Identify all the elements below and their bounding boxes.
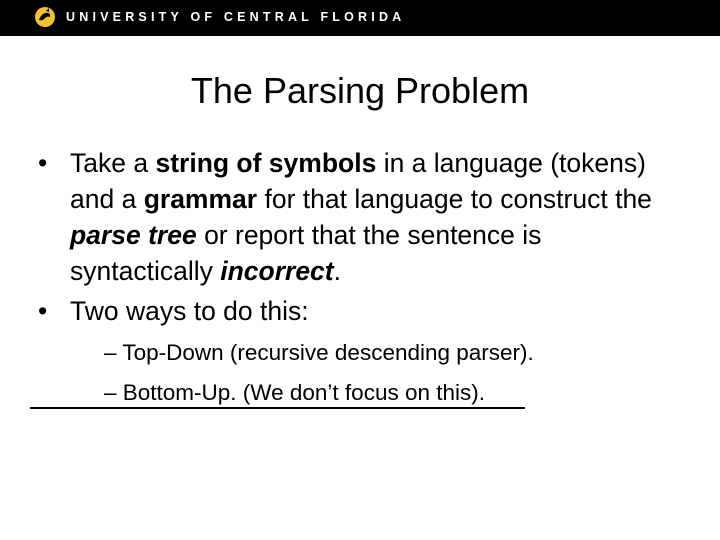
bullet-emphasis-text: parse tree: [70, 220, 197, 250]
slide-title: The Parsing Problem: [190, 70, 530, 111]
bullet-bold-text: grammar: [143, 184, 258, 214]
pegasus-logo-icon: [34, 6, 56, 28]
bullet-dot: •: [38, 296, 48, 326]
bullet-item-2: [30, 293, 690, 329]
bullet-text: .: [333, 256, 341, 286]
bullet-text: in a language (tokens) and a: [70, 148, 646, 214]
bullet-text: for that language to construct the: [257, 184, 652, 214]
strikethrough-line: [30, 407, 525, 409]
header-bar: [0, 0, 720, 36]
bullet-list: [30, 145, 690, 413]
sub-bullet-top-down: – Top-Down (recursive descending parser).: [104, 340, 534, 365]
bullet-emphasis-text: incorrect: [220, 256, 334, 286]
bullet-dot: •: [38, 148, 48, 178]
bullet-text: Two ways to do this:: [70, 296, 309, 326]
bullet-text: or report that the sentence is syntactically: [70, 220, 542, 286]
bullet-bold-text: string of symbols: [155, 148, 377, 178]
university-name: UNIVERSITY OF CENTRAL FLORIDA: [66, 10, 406, 24]
sub-bullet-bottom-up: – Bottom-Up. (We don’t focus on this).: [104, 380, 485, 405]
bullet-text: Take a: [70, 148, 156, 178]
bullet-item-1: [30, 145, 690, 289]
